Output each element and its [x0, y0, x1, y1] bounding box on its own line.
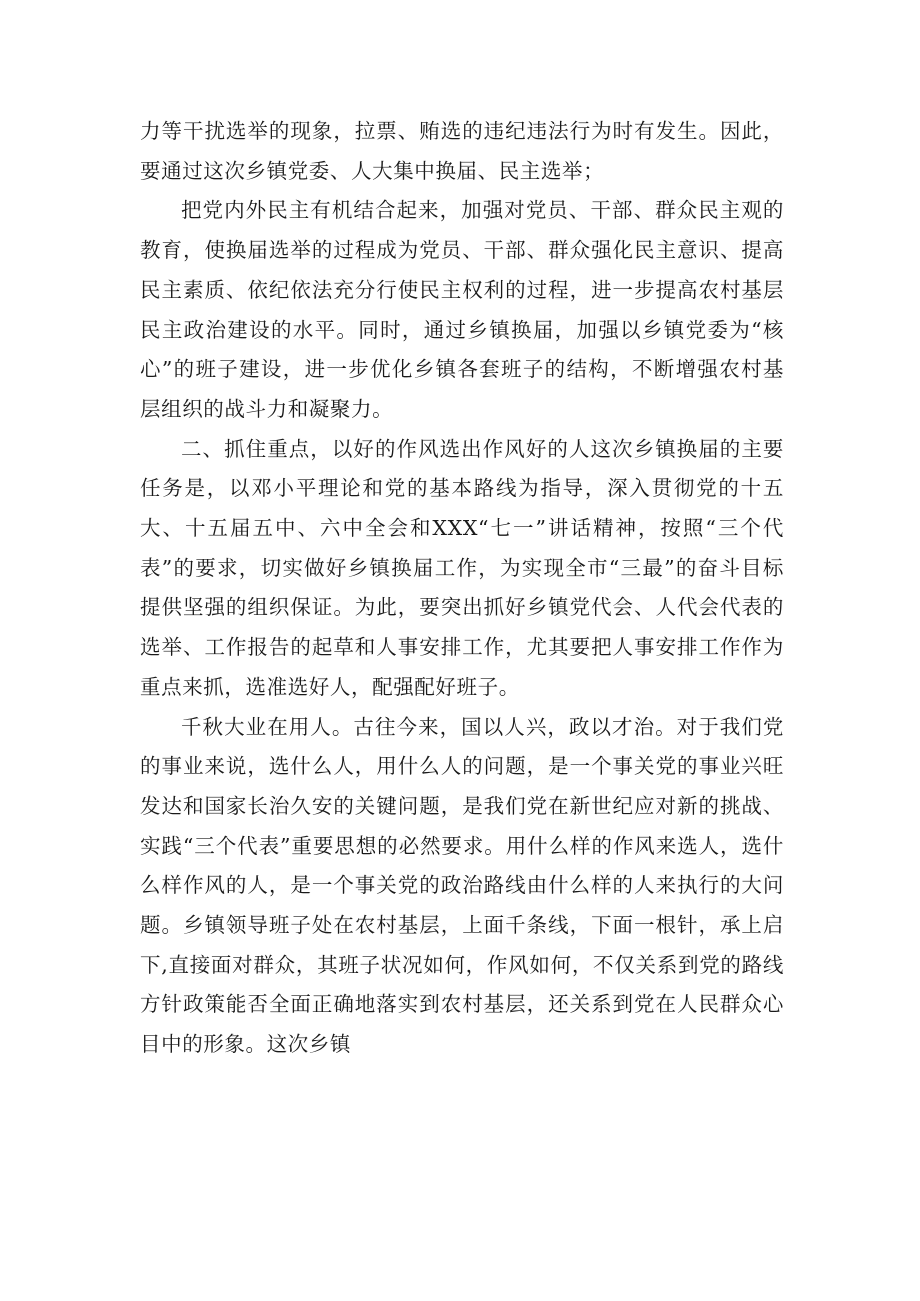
paragraph-4: 千秋大业在用人。古往今来，国以人兴，政以才治。对于我们党的事业来说，选什么人，用什么人的问题，是一个事关党的事业兴旺发达和国家长治久安的关键问题，是我们党在新世纪应对新的挑战、实践“三个代表”重要思想的必然要求。用什么样的作风来选人，选什么样作风的人，是一个事关党的政治路线由什么样的人来执行的大问题。乡镇领导班子处在农村基层，上面千条线，下面一根针，承上启下,直接面对群众，其班子状况如何，作风如何，不仅关系到党的路线方针政策能否全面正确地落实到农村基层，还关系到党在人民群众心目中的形象。这次乡镇	[140, 714, 784, 1057]
paragraph-3: 二、抓住重点，以好的作风选出作风好的人这次乡镇换届的主要任务是，以邓小平理论和党的基本路线为指导，深入贯彻党的十五大、十五届五中、六中全会和XXX“七一”讲话精神，按照“三个代表”的要求，切实做好乡镇换届工作，为实现全市“三最”的奋斗目标提供坚强的组织保证。为此，要突出抓好乡镇党代会、人代会代表的选举、工作报告的起草和人事安排工作，尤其要把人事安排工作作为重点来抓，选准选好人，配强配好班子。	[140, 436, 784, 699]
document-body	[140, 112, 784, 1065]
paragraph-2: 把党内外民主有机结合起来，加强对党员、干部、群众民主观的教育，使换届选举的过程成为党员、干部、群众强化民主意识、提高民主素质、依纪依法充分行使民主权利的过程，进一步提高农村基层民主政治建设的水平。同时，通过乡镇换届，加强以乡镇党委为“核心”的班子建设，进一步优化乡镇各套班子的结构，不断增强农村基层组织的战斗力和凝聚力。	[140, 198, 784, 421]
paragraph-1: 力等干扰选举的现象，拉票、贿选的违纪违法行为时有发生。因此，要通过这次乡镇党委、人大集中换届、民主选举；	[140, 119, 784, 183]
